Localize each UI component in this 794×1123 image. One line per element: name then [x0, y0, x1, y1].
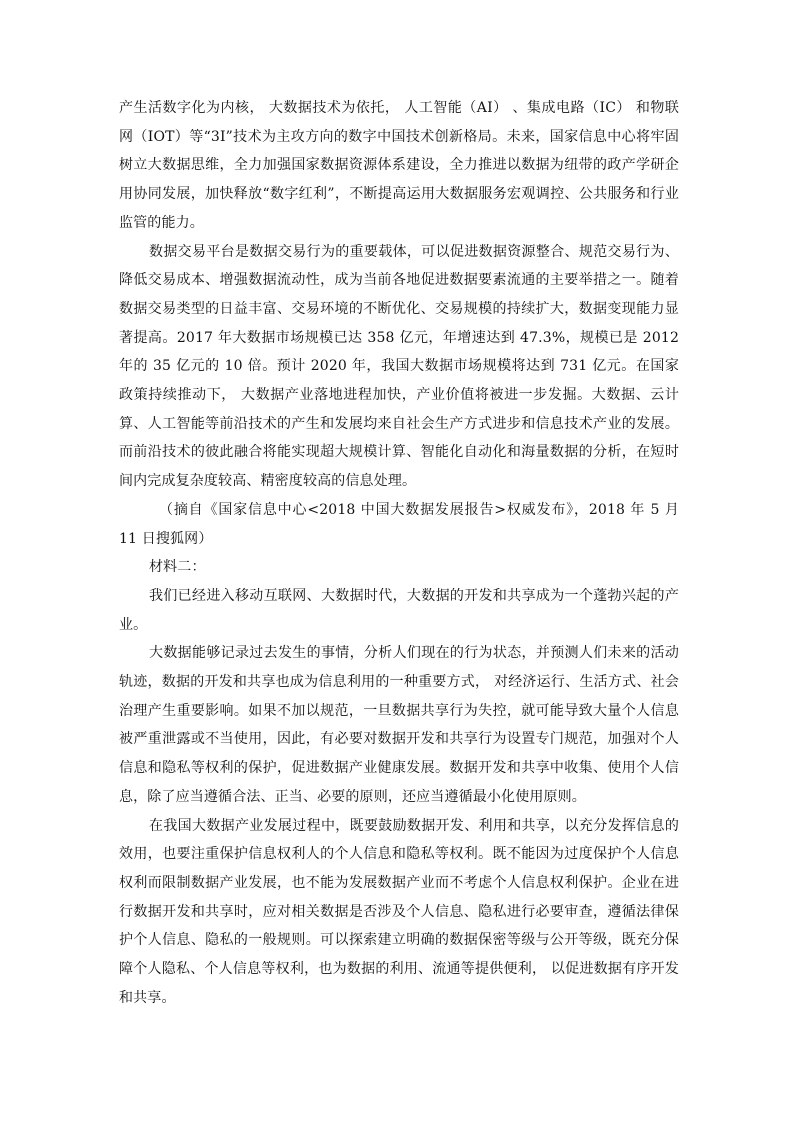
paragraph-data-sharing-regulation: 大数据能够记录过去发生的事情，分析人们现在的行为状态，并预测人们未来的活动轨迹，数据的开发和共享也成为信息利用的一种重要方式， 对经济运行、生活方式、社会治理产生重要影响。如果不加以规范，一旦数据共享行为失控，就可能导致大量个人信息被严重泄露或不当使用，因此，有必要对数据开发和共享行为设置专门规范，加强对个人信息和隐私等权利的保护，促进数据产业健康发展。数据开发和共享中收集、使用个人信息，除了应当遵循合法、正当、必要的原则，还应当遵循最小化使用原则。: [119, 645, 679, 805]
paragraph-mobile-internet-era: 我们已经进入移动互联网、大数据时代，大数据的开发和共享成为一个蓬勃兴起的产业。: [119, 587, 679, 633]
material-two-heading: 材料二：: [149, 559, 206, 576]
paragraph-privacy-protection: 在我国大数据产业发展过程中，既要鼓励数据开发、利用和共享，以充分发挥信息的效用，也要注重保护信息权利人的个人信息和隐私等权利。既不能因为过度保护个人信息权利而限制数据产业发展，也不能为发展数据产业而不考虑个人信息权利保护。企业在进行数据开发和共享时，应对相关数据是否涉及个人信息、隐私进行必要审查，遵循法律保护个人信息、隐私的一般规则。可以探索建立明确的数据保密等级与公开等级，既充分保障个人隐私、个人信息等权利，也为数据的利用、流通等提供便利， 以促进数据有序开发和共享。: [119, 817, 679, 1006]
document-body: [119, 94, 679, 1013]
paragraph-data-trading-platform: 数据交易平台是数据交易行为的重要载体，可以促进数据资源整合、规范交易行为、降低交易成本、增强数据流动性，成为当前各地促进数据要素流通的主要举措之一。随着数据交易类型的日益丰富、交易环境的不断优化、交易规模的持续扩大，数据变现能力显著提高。2017 年大数据市场规模已达 358 亿元，年增速达到 47.3%，规模已是 2012 年的 35 亿元的 10 倍。预计 2020 年，我国大数据市场规模将达到 731 亿元。在国家政策持续推动下， 大数据产业落地进程加快，产业价值将被进一步发掘。大数据、云计算、人工智能等前沿技术的产生和发展均来自社会生产方式进步和信息技术产业的发展。而前沿技术的彼此融合将能实现超大规模计算、智能化自动化和海量数据的分析，在短时间内完成复杂度较高、精密度较高的信息处理。: [119, 243, 679, 490]
source-citation: （摘自《国家信息中心<2018 中国大数据发展报告>权威发布》，2018 年 5 月 11 日搜狐网）: [119, 501, 679, 547]
paragraph-digital-china-continuation: 产生活数字化为内核， 大数据技术为依托， 人工智能（AI） 、集成电路（IC） 和物联网（IOT）等“3I”技术为主攻方向的数字中国技术创新格局。未来，国家信息中心将牢固树立大数据思维，全力加强国家数据资源体系建设，全力推进以数据为纽带的政产学研企用协同发展，加快释放“数字红利”，不断提高运用大数据服务宏观调控、公共服务和行业监管的能力。: [119, 100, 679, 231]
